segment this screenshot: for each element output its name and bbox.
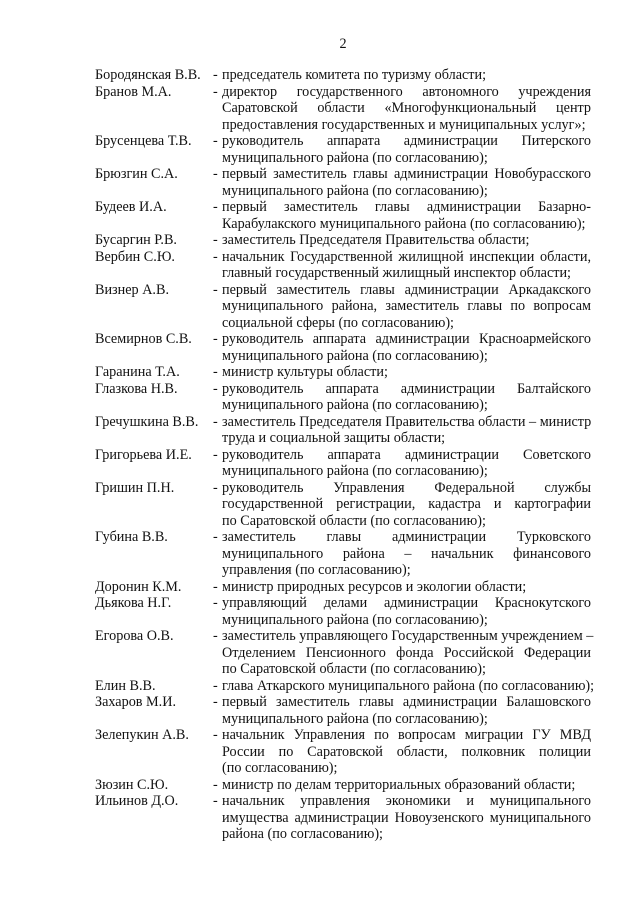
member-position <box>222 529 591 579</box>
position-line: предоставления государственных и муниципальных услуг»; <box>222 116 586 133</box>
member-name: Доронин К.М. <box>95 578 182 595</box>
list-item <box>95 793 591 843</box>
list-item <box>95 67 591 84</box>
member-position <box>222 364 591 381</box>
dash-separator: - <box>213 694 218 710</box>
position-line: Карабулакского муниципального района (по согласованию); <box>222 215 586 232</box>
list-item <box>95 677 595 695</box>
position-line: муниципального района, заместитель главы по вопросам <box>222 298 591 314</box>
list-item <box>95 529 591 579</box>
member-name: Ильинов Д.О. <box>95 793 179 809</box>
dash-separator: - <box>213 479 218 496</box>
list-item <box>95 84 591 134</box>
position-line: труда и социальной защиты области; <box>222 430 446 446</box>
position-line: главный государственный жилищный инспектор области; <box>222 265 571 281</box>
position-line: муниципального района (по согласованию); <box>222 347 488 364</box>
list-item <box>95 364 591 381</box>
member-position <box>222 480 591 530</box>
member-position <box>222 249 591 282</box>
position-line: руководитель Управления Федеральной службы <box>222 479 591 496</box>
member-position <box>222 727 591 777</box>
dash-separator: - <box>213 166 218 182</box>
position-line: муниципального района (по согласованию); <box>222 710 488 727</box>
member-position <box>222 447 591 480</box>
member-name: Григорьева И.Е. <box>95 446 192 463</box>
dash-separator: - <box>213 380 218 397</box>
member-name: Зюзин С.Ю. <box>95 776 169 793</box>
position-line: муниципального района (по согласованию); <box>222 611 488 628</box>
dash-separator: - <box>213 413 218 430</box>
member-name: Гречушкина В.В. <box>95 413 199 430</box>
position-line: министр по делам территориальных образований области; <box>222 776 576 793</box>
position-line: руководитель аппарата администрации Питерского <box>222 133 591 149</box>
dash-separator: - <box>213 793 218 809</box>
list-item <box>95 628 594 678</box>
member-position <box>222 677 595 695</box>
member-position <box>222 232 591 249</box>
position-line: начальник Государственной жилищной инспекции области, <box>222 248 591 265</box>
member-name: Бусаргин Р.В. <box>95 232 177 248</box>
position-line: муниципального района – начальник финансового <box>222 545 591 562</box>
member-name: Захаров М.И. <box>95 694 176 710</box>
member-position <box>222 414 591 447</box>
position-line: управления (по согласованию); <box>222 562 411 578</box>
member-position <box>222 84 591 134</box>
position-line: министр культуры области; <box>222 364 388 380</box>
list-item <box>95 777 591 794</box>
member-name: Бородянская В.В. <box>95 67 201 83</box>
dash-separator: - <box>213 595 218 611</box>
dash-separator: - <box>213 281 218 298</box>
position-line: социальной сферы (по согласованию); <box>222 314 454 331</box>
member-position <box>222 67 591 84</box>
member-name: Глазкова Н.В. <box>95 380 178 397</box>
member-name: Брусенцева Т.В. <box>95 133 192 149</box>
position-line: первый заместитель главы администрации Аркадакского <box>222 281 591 298</box>
list-item <box>95 579 591 596</box>
position-line: Саратовской области «Многофункциональный центр <box>222 100 591 116</box>
member-position <box>222 777 591 794</box>
member-name: Дьякова Н.Г. <box>95 595 172 611</box>
list-item <box>95 166 591 199</box>
list-item <box>95 694 591 727</box>
list-item <box>95 727 591 777</box>
member-position <box>222 579 591 596</box>
member-position <box>222 282 591 332</box>
member-name: Визнер А.В. <box>95 281 169 298</box>
dash-separator: - <box>213 578 218 595</box>
position-line: имущества администрации Новоузенского муниципального <box>222 809 591 826</box>
list-item <box>95 282 591 332</box>
dash-separator: - <box>213 529 218 545</box>
position-line: первый заместитель главы администрации Базарно- <box>222 199 591 215</box>
list-item <box>95 199 591 232</box>
position-line: по Саратовской области (по согласованию); <box>222 661 486 677</box>
position-line: управляющий делами администрации Краснокутского <box>222 595 591 611</box>
list-item <box>95 595 591 628</box>
position-line: заместитель управляющего Государственным учреждением – <box>222 628 594 644</box>
list-item <box>95 480 591 530</box>
position-line: (по согласованию); <box>222 760 338 776</box>
position-line: руководитель аппарата администрации Советского <box>222 446 591 463</box>
position-line: первый заместитель главы администрации Новобурасского <box>222 166 591 182</box>
position-line: по Саратовской области (по согласованию); <box>222 512 486 529</box>
position-line: директор государственного автономного учреждения <box>222 83 591 100</box>
member-position <box>222 331 591 364</box>
member-position <box>222 381 591 414</box>
position-line: муниципального района (по согласованию); <box>222 149 488 166</box>
member-position <box>222 694 591 727</box>
position-line: заместитель главы администрации Турковского <box>222 529 591 545</box>
member-position <box>222 793 591 843</box>
position-line: начальник управления экономики и муниципального <box>222 793 591 809</box>
dash-separator: - <box>213 67 218 83</box>
position-line: руководитель аппарата администрации Балтайского <box>222 380 591 397</box>
position-line: района (по согласованию); <box>222 826 383 842</box>
member-name: Егорова О.В. <box>95 628 174 644</box>
list-item <box>95 232 591 249</box>
dash-separator: - <box>213 331 218 347</box>
list-item <box>95 133 591 166</box>
position-line: России по Саратовской области, полковник полиции <box>222 743 591 760</box>
position-line: государственной регистрации, кадастра и картографии <box>222 496 591 512</box>
member-list <box>95 67 595 843</box>
dash-separator: - <box>213 364 218 380</box>
list-item <box>95 447 591 480</box>
member-name: Вербин С.Ю. <box>95 248 175 265</box>
dash-separator: - <box>213 677 218 694</box>
position-line: министр природных ресурсов и экологии области; <box>222 578 527 595</box>
member-name: Всемирнов С.В. <box>95 331 192 347</box>
member-name: Бранов М.А. <box>95 83 172 100</box>
dash-separator: - <box>213 232 218 248</box>
member-name: Гришин П.Н. <box>95 479 175 496</box>
member-position <box>222 199 591 232</box>
dash-separator: - <box>213 628 218 644</box>
list-item <box>95 331 591 364</box>
member-name: Будеев И.А. <box>95 199 167 215</box>
dash-separator: - <box>213 776 218 793</box>
member-position <box>222 133 591 166</box>
position-line: заместитель Председателя Правительства области; <box>222 232 530 248</box>
position-line: первый заместитель главы администрации Балашовского <box>222 694 591 710</box>
position-line: заместитель Председателя Правительства области – министр <box>222 413 592 430</box>
dash-separator: - <box>213 446 218 463</box>
dash-separator: - <box>213 83 218 100</box>
member-position <box>222 595 591 628</box>
member-name: Губина В.В. <box>95 529 168 545</box>
dash-separator: - <box>213 248 218 265</box>
member-name: Брюзгин С.А. <box>95 166 178 182</box>
list-item <box>95 249 591 282</box>
list-item <box>95 414 591 447</box>
dash-separator: - <box>213 727 218 743</box>
position-line: муниципального района (по согласованию); <box>222 182 488 199</box>
member-position <box>222 628 594 678</box>
member-position <box>222 166 591 199</box>
page-number: 2 <box>339 36 347 52</box>
dash-separator: - <box>213 133 218 149</box>
position-line: председатель комитета по туризму области; <box>222 67 487 83</box>
member-name: Зелепукин А.В. <box>95 727 189 743</box>
position-line: муниципального района (по согласованию); <box>222 463 488 479</box>
position-line: глава Аткарского муниципального района (по согласованию); <box>222 677 595 694</box>
dash-separator: - <box>213 199 218 215</box>
member-name: Гаранина Т.А. <box>95 364 180 380</box>
position-line: муниципального района (по согласованию); <box>222 397 488 413</box>
member-name: Елин В.В. <box>95 677 156 694</box>
position-line: руководитель аппарата администрации Красноармейского <box>222 331 591 347</box>
position-line: Отделением Пенсионного фонда Российской Федерации <box>222 644 591 661</box>
position-line: начальник Управления по вопросам миграции ГУ МВД <box>222 727 591 743</box>
list-item <box>95 381 591 414</box>
